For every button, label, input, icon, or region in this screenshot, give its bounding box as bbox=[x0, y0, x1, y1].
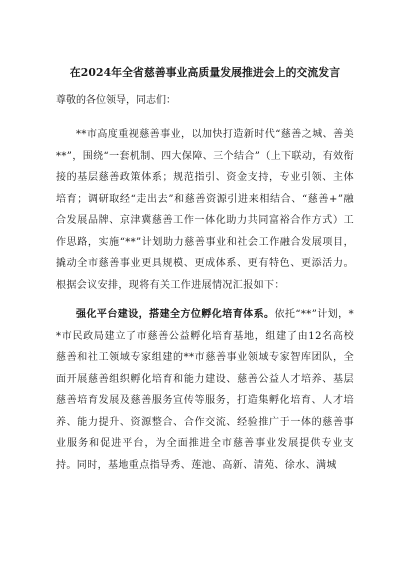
paragraph-platform-text: 依托“**”计划，**市民政局建立了市慈善公益孵化培育基地，组建了由12名高校慈善和社工领域专家组建的**市慈善事业领域专家智库团队，全面开展慈善组织孵化培育和能力建设、慈善公益人才培养、基层慈善培育发展及慈善服务宣传等服务，打造集孵化培育、人才培养、能力提升、资源整合、合作交流、经验推广于一体的慈善事业服务和促进平台，为全面推进全市慈善事业发展提供专业支持。同时，基地重点指导秀、莲池、高新、清苑、徐水、满城 bbox=[56, 309, 354, 471]
document-title: 在2024年全省慈善事业高质量发展推进会上的交流发言 bbox=[69, 66, 341, 79]
paragraph-intro-text: **市高度重视慈善事业，以加快打造新时代“慈善之城、善美**”，围绕“一套机制、四大保障、三个结合”（上下联动，有效衔接的基层慈善政策体系；规范指引、资金支持，专业引领、主体培育；调研取经“走出去”和慈善资源引进来相结合、“慈善+”融合发展品牌、京津冀慈善工作一体化助力共同富裕合作方式）工作思路，实施“**”计划助力慈善事业和社会工作融合发展项目，撬动全市慈善事业更具规模、更成体系、更有特色、更添活力。根据会议安排，现将有关工作进展情况汇报如下： bbox=[56, 129, 354, 291]
salutation: 尊敬的各位领导，同志们： bbox=[56, 95, 176, 106]
paragraph-platform bbox=[56, 304, 354, 476]
paragraph-intro bbox=[56, 124, 354, 296]
paragraph-platform-heading: 强化平台建设，搭建全方位孵化培育体系。 bbox=[76, 309, 275, 320]
